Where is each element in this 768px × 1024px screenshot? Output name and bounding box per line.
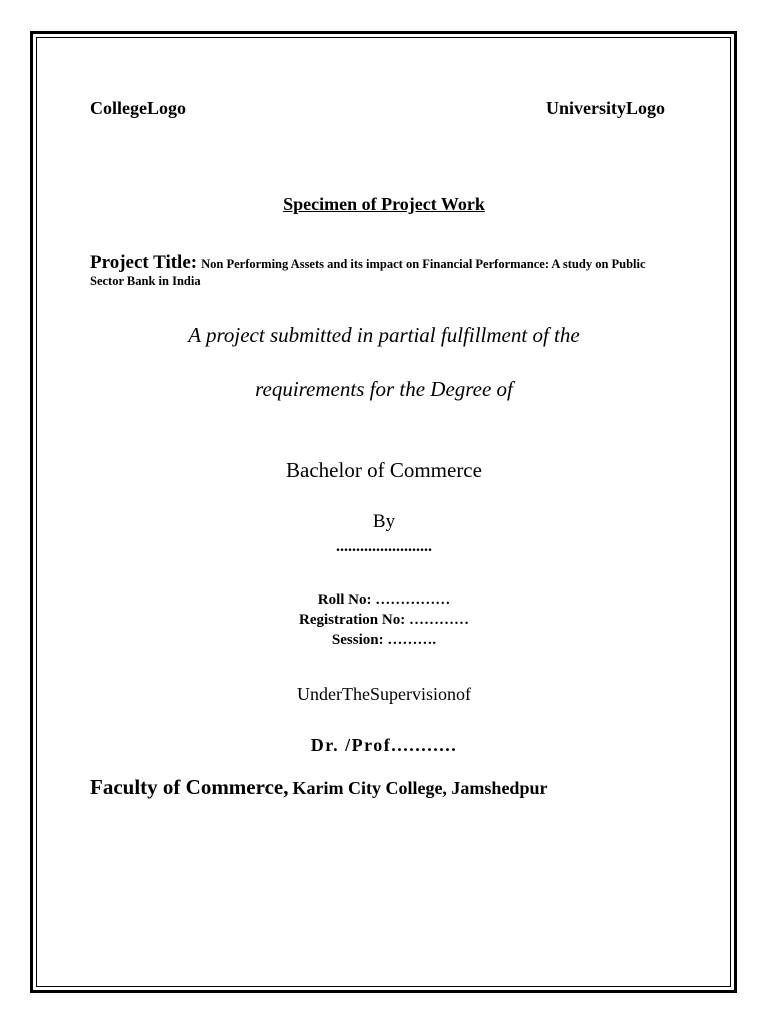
session: Session: ……….: [331, 632, 437, 648]
faculty-name: Faculty of Commerce,: [90, 775, 289, 799]
university-logo-placeholder: UniversityLogo: [546, 98, 665, 118]
supervisor-name: Dr. /Prof...........: [310, 735, 458, 755]
project-title-label: Project Title:: [90, 252, 198, 273]
student-details: [0, 590, 768, 650]
registration-number: Registration No: …………: [299, 612, 469, 628]
submission-line-2: requirements for the Degree of: [255, 377, 513, 401]
faculty-line: [90, 775, 547, 800]
submission-line-1: A project submitted in partial fulfillment of the: [188, 323, 580, 347]
by-label: By: [372, 511, 396, 532]
supervision-label: UnderTheSupervisionof: [297, 684, 471, 704]
degree-name: Bachelor of Commerce: [286, 458, 482, 482]
project-title-block: [90, 253, 680, 290]
college-logo-placeholder: CollegeLogo: [90, 98, 186, 118]
student-name-placeholder: ........................: [336, 538, 432, 555]
project-title-value: Non Performing Assets and its impact on Financial Performance: A study on Public Sector Bank in India: [90, 257, 646, 288]
college-name: Karim City College, Jamshedpur: [292, 778, 548, 798]
roll-number: Roll No: ……………: [317, 592, 451, 608]
document-heading: Specimen of Project Work: [283, 194, 485, 214]
